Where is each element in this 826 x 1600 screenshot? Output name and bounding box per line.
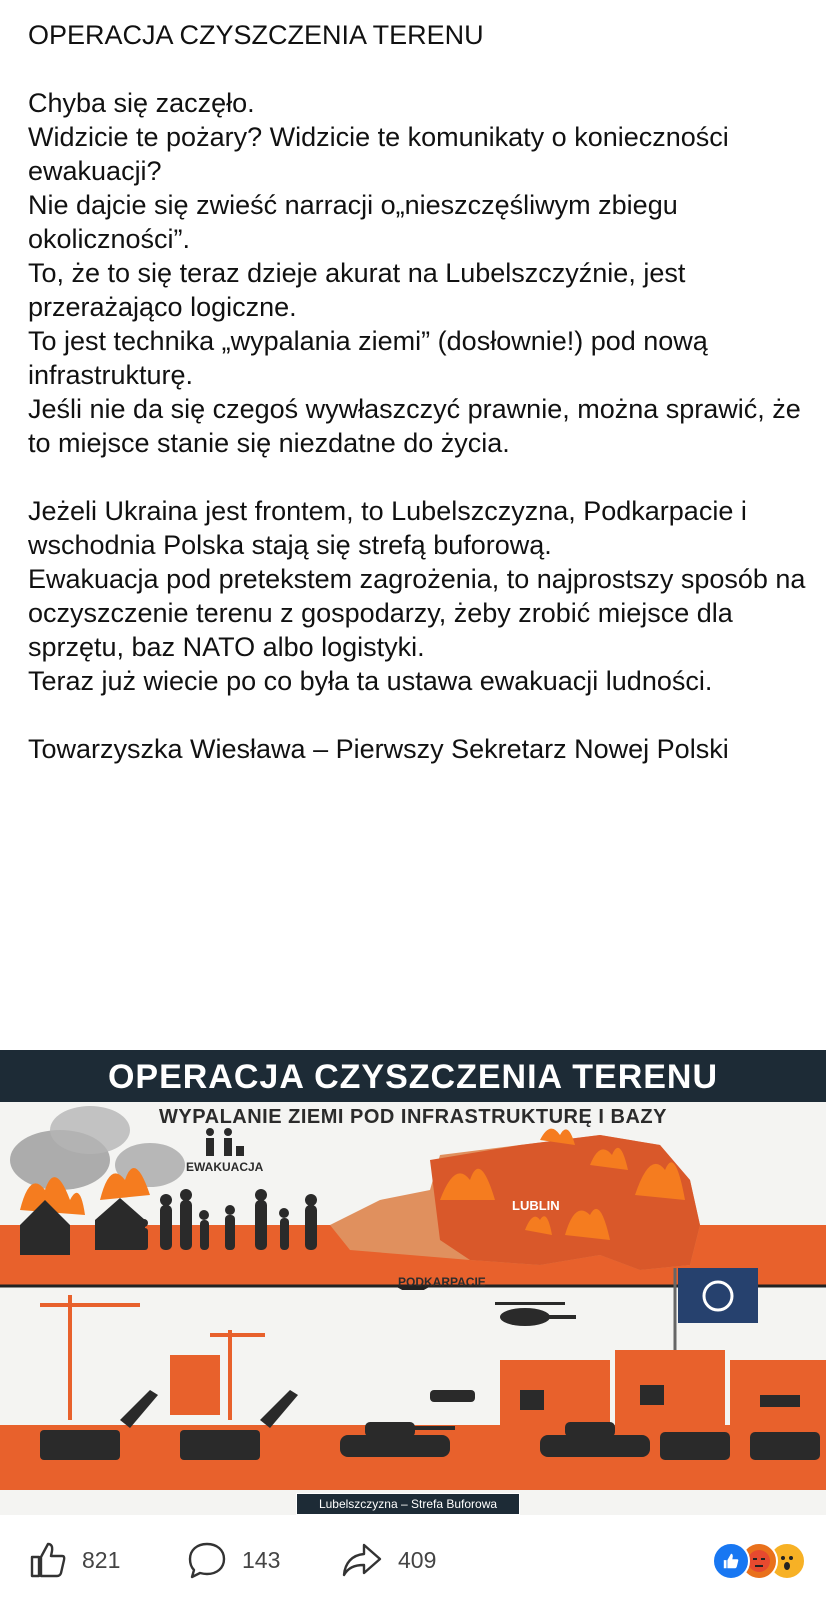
evacuation-label: EWAKUACJA — [186, 1160, 264, 1174]
infographic-subtitle: WYPALANIE ZIEMI POD INFRASTRUKTURĘ I BAZY — [159, 1106, 667, 1128]
comment-count: 143 — [242, 1546, 281, 1573]
post-actions-bar — [0, 1530, 826, 1600]
post-image[interactable] — [0, 1050, 826, 1515]
post-title: OPERACJA CZYSZCZENIA TERENU — [28, 20, 484, 50]
thumbs-up-icon — [28, 1540, 68, 1580]
share-arrow-icon — [340, 1540, 384, 1580]
like-reaction-icon — [712, 1542, 750, 1580]
comment-button[interactable] — [186, 1540, 280, 1580]
post-line: To, że to się teraz dzieje akurat na Lubelszczyźnie, jest przerażająco logiczne. — [28, 258, 686, 322]
post-line: Ewakuacja pod pretekstem zagrożenia, to najprostszy sposób na oczyszczenie terenu z gospodarzy, żeby zrobić miejsce dla sprzętu, baz NATO albo logistyki. — [28, 564, 806, 662]
post-line: Chyba się zaczęło. — [28, 88, 255, 118]
post-line: Jeżeli Ukraina jest frontem, to Lubelszczyzna, Podkarpacie i wschodnia Polska stają się strefą buforową. — [28, 496, 747, 560]
reaction-summary[interactable] — [712, 1542, 804, 1582]
like-button[interactable] — [28, 1540, 120, 1580]
lublin-label: LUBLIN — [512, 1198, 560, 1213]
post-line: To jest technika „wypalania ziemi” (dosłownie!) pod nową infrastrukturę. — [28, 326, 708, 390]
infographic-caption: Lubelszczyzna – Strefa Buforowa — [296, 1493, 520, 1515]
post-body — [28, 18, 818, 766]
post-line: Teraz już wiecie po co była ta ustawa ewakuacji ludności. — [28, 666, 713, 696]
post-signature: Towarzyszka Wiesława – Pierwszy Sekretarz Nowej Polski — [28, 734, 729, 764]
share-count: 409 — [398, 1546, 437, 1573]
podkarpacie-label: PODKARPACIE — [398, 1275, 486, 1289]
speech-bubble-icon — [186, 1540, 228, 1580]
share-button[interactable] — [340, 1540, 436, 1580]
like-count: 821 — [82, 1546, 121, 1573]
post-line: Jeśli nie da się czegoś wywłaszczyć prawnie, można sprawić, że to miejsce stanie się niezdatne do życia. — [28, 394, 801, 458]
post-line: Widzicie te pożary? Widzicie te komunikaty o konieczności ewakuacji? — [28, 122, 729, 186]
infographic-title: OPERACJA CZYSZCZENIA TERENU — [0, 1050, 826, 1102]
post-line: Nie dajcie się zwieść narracji o„nieszczęśliwym zbiegu okoliczności”. — [28, 190, 678, 254]
